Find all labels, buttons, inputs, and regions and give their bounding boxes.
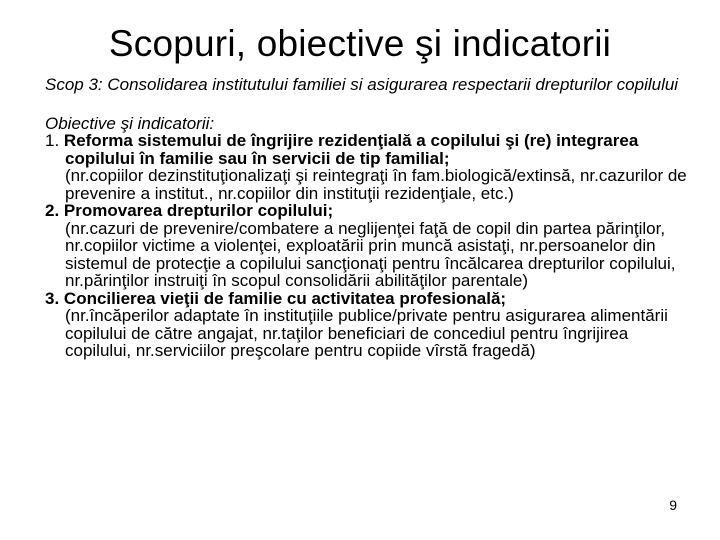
goal-statement: Scop 3: Consolidarea institutului familiei si asigurarea respectarii drepturilor copilului [45,75,679,94]
page-number: 9 [669,497,677,513]
slide-body [45,76,695,360]
slide-title: Scopuri, obiective şi indicatorii [108,23,612,64]
objective-detail-1: (nr.copiilor dezinstituţionalizaţi şi reintegraţi în fam.biologică/extinsă, nr.cazurilor de prevenire a institut., nr.copiilor din instituţii rezidenţiale, etc.) [65,166,687,203]
objective-title-3: Concilierea vieţii de familie cu activitatea profesională; [59,288,507,308]
spacer [45,94,695,115]
objective-heading-2 [45,202,695,220]
objective-item-3 [45,290,695,360]
objective-heading-3 [45,290,695,308]
objective-number-2: 2. [45,201,60,220]
objective-title-2: Promovarea drepturilor copilului; [59,201,334,220]
objective-title-1: Reforma sistemului de îngrijire rezidenţială a copilului şi (re) integrarea copilului în familie sau în servicii de tip familial; [59,131,639,168]
objective-heading-1 [45,132,695,167]
objective-number-1: 1. [45,131,60,150]
objectives-heading: Obiective şi indicatorii: [45,113,215,133]
objective-number-3: 3. [45,288,60,308]
objective-item-1 [45,132,695,202]
objective-detail-2: (nr.cazuri de prevenire/combatere a neglijenţei faţă de copil din partea părinţilor, nr.copiilor victime a violenţei, exploatării prin muncă asistaţi, nr.persoanelor din sistemul de protecţie a copilului sancţionaţi pentru încălcarea drepturilor copilului, nr.părinţilor instruiţi în scopul consolidării abilităţilor parentale) [65,218,676,290]
objective-detail-3: (nr.încăperilor adaptate în instituţiile publice/private pentru asigurarea alimentării copilului de către angajat, nr.taţilor beneficiari de concediul pentru îngrijirea copilului, nr.serviciilor preşcolare pentru copiide vîrstă fragedă) [65,306,668,360]
objective-item-2 [45,202,695,290]
